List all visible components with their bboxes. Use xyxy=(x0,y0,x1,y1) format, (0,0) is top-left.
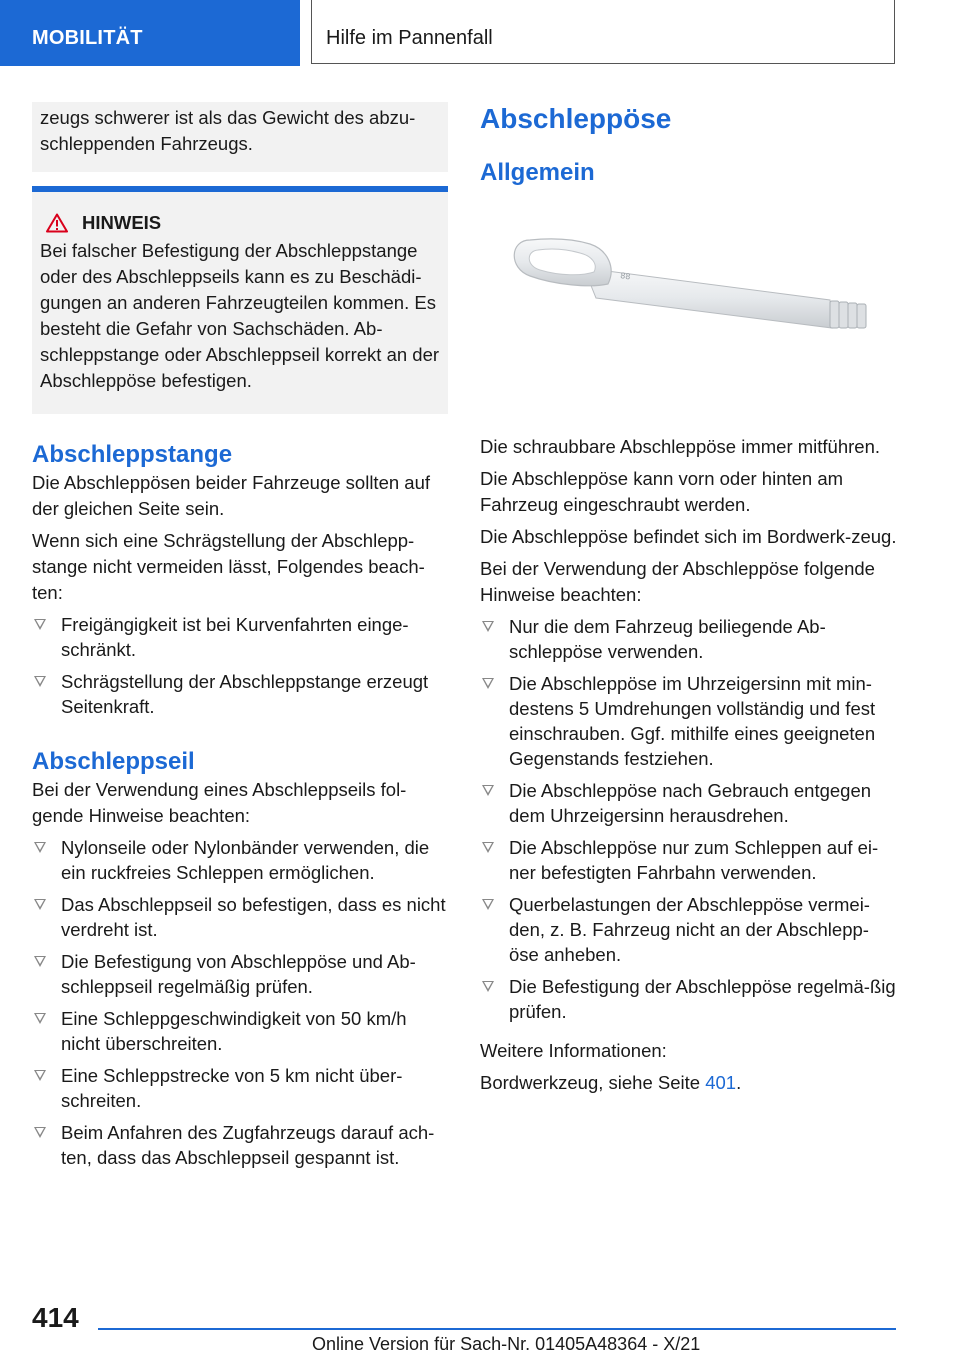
list-item: Die Abschleppöse im Uhrzeigersinn mit min-destens 5 Umdrehungen vollständig und fest einschrauben. Ggf. mithilfe eines geeigneten Gegenstands festziehen. xyxy=(480,671,898,771)
list-item: Die Abschleppöse nach Gebrauch entgegen dem Uhrzeigersinn herausdrehen. xyxy=(480,778,898,828)
note-heading xyxy=(40,210,440,236)
bullet-triangle-icon xyxy=(482,785,494,796)
chapter-title: Hilfe im Pannenfall xyxy=(311,0,895,64)
tow-eye-paragraph-1: Die schraubbare Abschleppöse immer mitführen. xyxy=(480,436,880,457)
cross-reference-end: . xyxy=(736,1072,742,1093)
footer-divider xyxy=(98,1328,896,1330)
tow-eye-paragraph-4: Bei der Verwendung der Abschleppöse folgende Hinweise beachten: xyxy=(480,558,875,605)
towbar-list xyxy=(32,612,448,719)
page-number: 414 xyxy=(32,1302,79,1333)
general-subheading: Allgemein xyxy=(480,159,595,186)
bullet-triangle-icon xyxy=(34,619,46,630)
bullet-triangle-icon xyxy=(482,899,494,910)
bullet-triangle-icon xyxy=(34,1013,46,1024)
towrope-heading: Abschleppseil xyxy=(32,748,195,775)
bullet-triangle-icon xyxy=(34,1127,46,1138)
tow-eye-illustration-svg xyxy=(480,188,898,418)
towbar-paragraph-1: Die Abschleppösen beider Fahrzeuge sollten auf der gleichen Seite sein. xyxy=(32,472,431,519)
list-item: Querbelastungen der Abschleppöse vermei-den, z. B. Fahrzeug nicht an der Abschlepp-öse anheben. xyxy=(480,892,898,967)
warning-triangle-icon xyxy=(46,213,68,233)
page-link[interactable]: 401 xyxy=(705,1072,737,1093)
list-item: Die Befestigung von Abschleppöse und Ab-schleppseil regelmäßig prüfen. xyxy=(32,949,448,999)
list-item: Nur die dem Fahrzeug beiliegende Ab-schleppöse verwenden. xyxy=(480,614,898,664)
list-item: Schrägstellung der Abschleppstange erzeugt Seitenkraft. xyxy=(32,669,448,719)
bullet-triangle-icon xyxy=(482,621,494,632)
note-box xyxy=(32,186,448,414)
tow-eye-illustration xyxy=(480,188,898,418)
cross-reference xyxy=(480,1070,898,1096)
footer-text: Online Version für Sach-Nr. 01405A48364 - X/21 xyxy=(312,1334,701,1354)
towrope-list xyxy=(32,835,448,1170)
list-item: Die Abschleppöse nur zum Schleppen auf ei-ner befestigten Fahrbahn verwenden. xyxy=(480,835,898,885)
list-item: Beim Anfahren des Zugfahrzeugs darauf ach-ten, dass das Abschleppseil gespannt ist. xyxy=(32,1120,448,1170)
list-item: Freigängigkeit ist bei Kurvenfahrten einge-schränkt. xyxy=(32,612,448,662)
section-tab: MOBILITÄT xyxy=(0,0,300,66)
tow-eye-list xyxy=(480,614,898,1024)
towrope-paragraph: Bei der Verwendung eines Abschleppseils fol-gende Hinweise beachten: xyxy=(32,779,407,826)
tow-eye-heading: Abschleppöse xyxy=(480,103,672,134)
svg-text:88: 88 xyxy=(619,271,632,282)
list-item: Nylonseile oder Nylonbänder verwenden, die ein ruckfreies Schleppen ermöglichen. xyxy=(32,835,448,885)
bullet-triangle-icon xyxy=(482,678,494,689)
bullet-triangle-icon xyxy=(34,676,46,687)
note-heading-label: HINWEIS xyxy=(82,212,162,233)
tow-eye-section xyxy=(480,102,898,1096)
list-item: Die Befestigung der Abschleppöse regelmä-ßig prüfen. xyxy=(480,974,898,1024)
bullet-triangle-icon xyxy=(482,842,494,853)
towbar-heading: Abschleppstange xyxy=(32,441,233,468)
bullet-triangle-icon xyxy=(34,899,46,910)
bullet-triangle-icon xyxy=(34,956,46,967)
list-item: Eine Schleppstrecke von 5 km nicht über-schreiten. xyxy=(32,1063,448,1113)
list-item: Eine Schleppgeschwindigkeit von 50 km/h nicht überschreiten. xyxy=(32,1006,448,1056)
list-item: Das Abschleppseil so befestigen, dass es nicht verdreht ist. xyxy=(32,892,448,942)
cross-reference-text: Bordwerkzeug, siehe Seite xyxy=(480,1072,706,1093)
towrope-section xyxy=(32,747,448,1177)
continued-text-box xyxy=(32,102,448,172)
towbar-paragraph-2: Wenn sich eine Schrägstellung der Abschlepp-stange nicht vermeiden lässt, Folgendes beach-ten: xyxy=(32,530,425,603)
tow-eye-paragraph-2: Die Abschleppöse kann vorn oder hinten am Fahrzeug eingeschraubt werden. xyxy=(480,468,844,515)
bullet-triangle-icon xyxy=(34,842,46,853)
bullet-triangle-icon xyxy=(482,981,494,992)
note-text: Bei falscher Befestigung der Abschleppstange oder des Abschleppseils kann es zu Beschädi-gungen an anderen Fahrzeugteilen kommen. Es besteht die Gefahr von Sachschäden. Ab-schleppstange oder Abschleppseil korrekt an der Abschleppöse befestigen. xyxy=(40,240,440,391)
towbar-section xyxy=(32,440,448,726)
more-info-label: Weitere Informationen: xyxy=(480,1040,667,1061)
tow-eye-paragraph-3: Die Abschleppöse befindet sich im Bordwerk-zeug. xyxy=(480,526,897,547)
continued-text: zeugs schwerer ist als das Gewicht des abzu- schleppenden Fahrzeugs. xyxy=(40,107,416,154)
bullet-triangle-icon xyxy=(34,1070,46,1081)
